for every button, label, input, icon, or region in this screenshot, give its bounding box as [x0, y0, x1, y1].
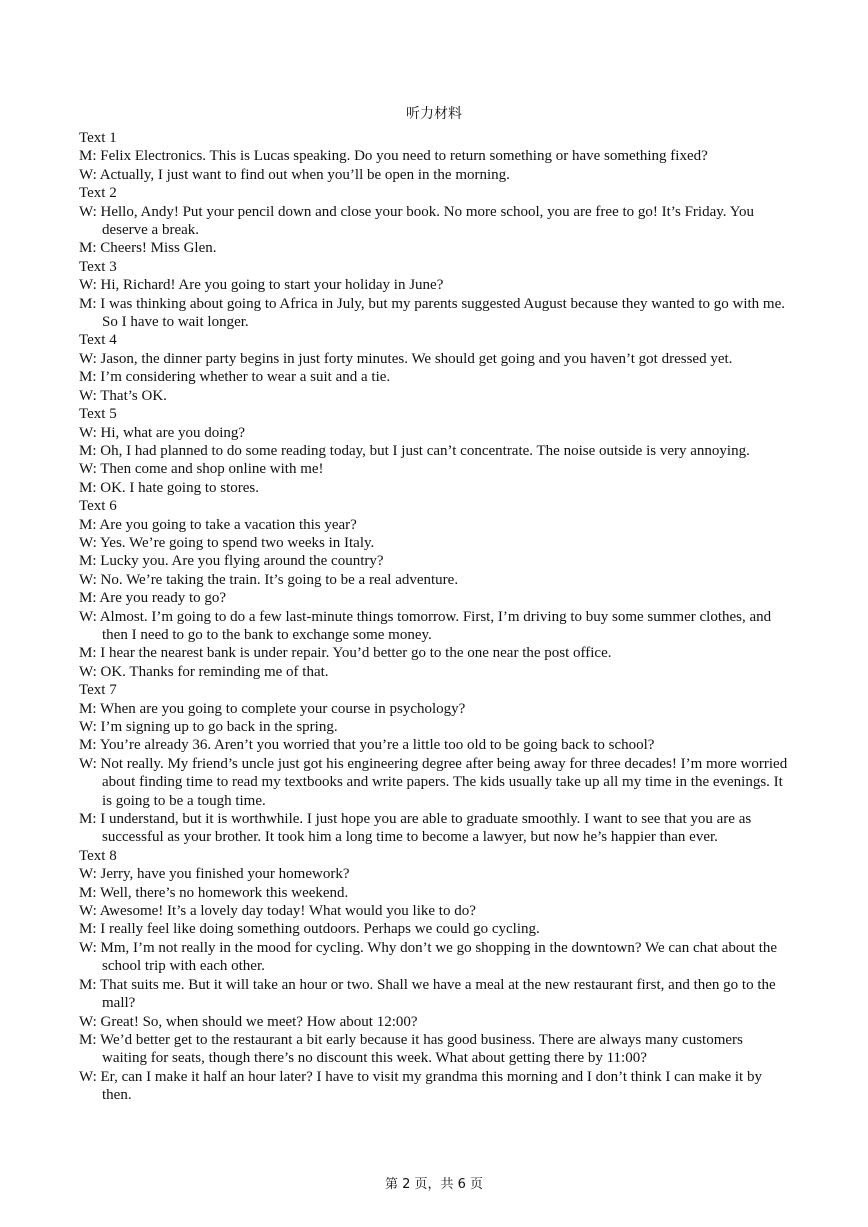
text-section	[79, 497, 791, 681]
dialogue-line: M: You’re already 36. Aren’t you worried that you’re a little too old to be going back to school?	[79, 737, 655, 754]
dialogue-line: M: We’d better get to the restaurant a bit early because it has good business. There are always many customers waiting for seats, though there’s no discount this week. What about getting there by 11:00?	[79, 1031, 743, 1067]
text-heading: Text 6	[79, 498, 117, 515]
text-section	[79, 184, 791, 258]
dialogue-line: W: I’m signing up to go back in the spring.	[79, 719, 338, 735]
dialogue-line: W: Er, can I make it half an hour later? I have to visit my grandma this morning and I don’t think I can make it by then.	[79, 1068, 762, 1104]
dialogue-line: W: Hi, what are you doing?	[79, 424, 246, 441]
dialogue-line: M: When are you going to complete your course in psychology?	[79, 700, 466, 717]
dialogue-line: W: Jerry, have you finished your homework?	[79, 866, 350, 883]
dialogue-line: M: Cheers! Miss Glen.	[79, 240, 217, 257]
dialogue-line: M: Oh, I had planned to do some reading today, but I just can’t concentrate. The noise outside is very annoying.	[79, 442, 750, 459]
text-heading: Text 2	[79, 185, 117, 202]
dialogue-line: W: Awesome! It’s a lovely day today! What would you like to do?	[79, 903, 476, 920]
text-section	[79, 681, 791, 847]
listening-transcript	[79, 129, 791, 1105]
text-section	[79, 405, 791, 497]
text-heading: Text 1	[79, 130, 117, 146]
dialogue-line: M: Lucky you. Are you flying around the country?	[79, 553, 384, 570]
text-heading: Text 7	[79, 682, 117, 699]
dialogue-line: M: OK. I hate going to stores.	[79, 479, 259, 496]
dialogue-line: M: Well, there’s no homework this weekend.	[79, 884, 349, 901]
dialogue-line: W: No. We’re taking the train. It’s going to be a real adventure.	[79, 571, 459, 588]
dialogue-line: M: I was thinking about going to Africa in July, but my parents suggested August because they wanted to go with me. So I have to wait longer.	[79, 295, 786, 331]
dialogue-line: W: Almost. I’m going to do a few last-minute things tomorrow. First, I’m driving to buy some summer clothes, and then I need to go to the bank to exchange some money.	[79, 608, 772, 643]
dialogue-line: W: Yes. We’re going to spend two weeks in Italy.	[79, 534, 375, 551]
text-heading: Text 4	[79, 332, 117, 349]
text-section	[79, 258, 791, 332]
dialogue-line: M: I understand, but it is worthwhile. I just hope you are able to graduate smoothly. I want to see that you are as successful as your brother. It took him a long time to become a lawyer, but now he’s happier than ever.	[79, 811, 752, 846]
dialogue-line: W: Mm, I’m not really in the mood for cycling. Why don’t we go shopping in the downtown? We can chat about the school trip with each other.	[79, 939, 778, 975]
dialogue-line: M: Felix Electronics. This is Lucas speaking. Do you need to return something or have something fixed?	[79, 148, 708, 165]
dialogue-line: M: I’m considering whether to wear a suit and a tie.	[79, 369, 391, 386]
text-section	[79, 331, 791, 405]
dialogue-line: W: Jason, the dinner party begins in just forty minutes. We should get going and you haven’t got dressed yet.	[79, 350, 733, 367]
dialogue-line: M: I really feel like doing something outdoors. Perhaps we could go cycling.	[79, 921, 540, 938]
dialogue-line: W: Actually, I just want to find out when you’ll be open in the morning.	[79, 166, 510, 183]
dialogue-line: W: Then come and shop online with me!	[79, 461, 324, 478]
dialogue-line: M: Are you going to take a vacation this year?	[79, 516, 357, 533]
dialogue-line: M: That suits me. But it will take an hour or two. Shall we have a meal at the new restaurant first, and then go to the mall?	[79, 976, 776, 1012]
page-number-footer: 第 2 页，共 6 页	[384, 1177, 484, 1192]
text-section	[79, 847, 791, 1105]
dialogue-line: M: I hear the nearest bank is under repair. You’d better go to the one near the post office.	[79, 645, 612, 662]
dialogue-line: M: Are you ready to go?	[79, 590, 227, 607]
text-heading: Text 5	[79, 406, 117, 423]
page-title: 听力材料	[406, 106, 462, 122]
dialogue-line: W: Great! So, when should we meet? How about 12:00?	[79, 1013, 418, 1030]
dialogue-line: W: Not really. My friend’s uncle just got his engineering degree after being away for three decades! I’m more worried about finding time to read my textbooks and write papers. The kids usually take up all my time in the evenings. It is going to be a tough time.	[79, 755, 788, 809]
dialogue-line: W: OK. Thanks for reminding me of that.	[79, 663, 329, 680]
text-section	[79, 129, 791, 184]
text-heading: Text 3	[79, 258, 117, 275]
dialogue-line: W: Hi, Richard! Are you going to start your holiday in June?	[79, 277, 444, 294]
dialogue-line: W: That’s OK.	[79, 387, 167, 404]
text-heading: Text 8	[79, 847, 117, 864]
dialogue-line: W: Hello, Andy! Put your pencil down and close your book. No more school, you are free to go! It’s Friday. You deserve a break.	[79, 203, 755, 239]
